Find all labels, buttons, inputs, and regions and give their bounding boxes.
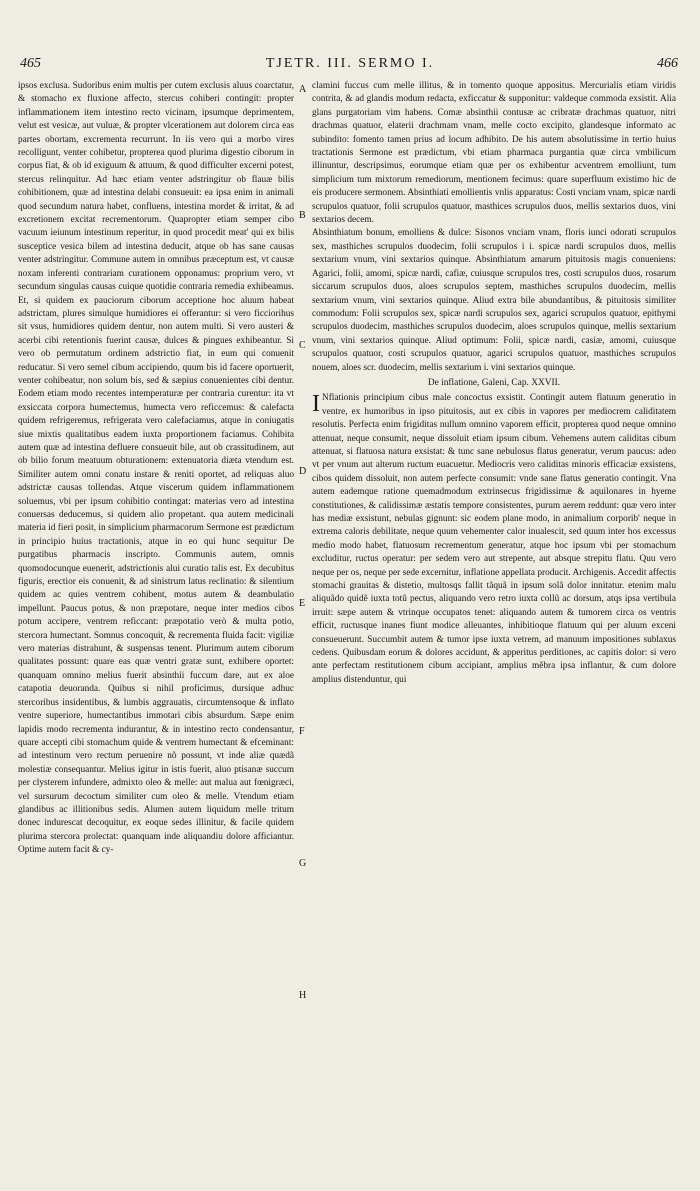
- left-column-text: ipsos exclusa. Sudoribus enim multis per cutem exclusis aluus coarctatur, & stomacho ex fluxione affecto, stercus cohiberi contingit: propter inflammationem item intestino recto vicinam, ipsumque deprimentem, velut est vesicæ, aut vuluæ, & propter vlcerationem aut dolorem circa eas partes obortam, excrementa recurrunt. In iis vero qui a morbo vires recolligunt, venter cohibetur, propterea quod plurima digestio ciborum in corpus fiat, & ob id exiguum & attuum, & quod difficulter excerni potest, stercus relinquitur. Ad hæc etiam venter adstringitur ob flauæ bilis cohibitionem, quæ ad intestina delabi consueuit: ea ipsa enim in animali quod secundum natura habet, confluens, intestina mordet & irritat, & ad excretionem excitat recrementorum. Quapropter etiam semper cibo vacuum ieiunum intestinum reperitur, in quod procedit meat' qui ex bilis suscepticе vesica bilem ad intestina deducit, atque ob has sane causas venter adstringitur. Commune autem in omnibus præceptum est, vt causæ noxam inferenti contrariam curationem opponamus: proprium vero, vt secundum singulas causas cuique quotidie contraria remedia exhibeamus. Et, si quidem ex pauciorum ciborum acceptione hoc aluum habeat adstrictam, plures simulque humidiores ei offerantur: si vero ficciorihus sit vsus, humidiores quidem dentur, non autem multi. Si vero austeri & acerbi cibi retentionis fuerint causæ, dulces & pingues exhibeantur. Si vero ob permutatum ordinem adstrictio fiat, in eum qui conuenit reducatur. Si vero semel cibum accipiendo, quum bis id facere oportuerit, venter cohibeatur, non solum bis, sed & sæpius conuenientes cibi dentur. Eodem etiam modo recentes intemperaturæ per contraria curentur: ita vt exsiccata corpora humectemus, humecta vero reficcemus: & calefacta quidem refrigeremus, refrigerata vero calefaciamus, atque in coniugatis siue mixtis qualitatibus eadem iuxta proportionem faciamus. Cohibita autem quæ ad intestina defluere consueuit bile, aut ob crassitudinem, aut ob bilio forum meatuum obturationem: extenuatoria diæta vtendum est. Similiter autem omni conatu instare & reniti oportet, ad reliquas aluo adstrictæ causas tollendas. Atque viscerum quidem inflammationem soluemus, vbi per ipsum cohibitio contingat: materias vero ad intestina conuersas deducemus, si quidem alio propetant. qua autem medicinali materia id fieri posit, in simplicium pharmacorum Sermone est prædictum in principio huius tractationis, atque in eo qui hunc sequitur De purgatibus pharmacis inscripto. Communis autem, omnis quomodocunque euenerit, adstrictionis alui curatio talis est. Ex decubitus figuris, erectior eis conuenit, & ad sinistrum latus reclinatio: & silentium quidem ac quies ventrem cohibent, motus autem & deambulatio impellunt. Paucus potus, & non præpotare, neque inter medios cibos potum accipere, ventrem reficcant: præpotatio verò & multa potio, stercora humectant. Somnus concoquit, & recrementa fluida facit: vigiliæ vero materias distrahunt, & suspensas tenent. Plurimum autem ciborum qualitates possunt: quare eas quæ ventri gratæ sunt, exhibere oportet: quanquam omnino melius fuerit absinthii fuccum dare, aut ex aloe catapotia deuorandа. Quibus si nihil proficimus, dursique adhuc stercoribus insidentibus, & lumbis aggrauatis, circumtensoque & inflato ventre superiore, humectantibus immotari cibis absurdum. Sæpe enim lapidis modo recrementa indurantur, & in intestino recto condensantur, quare accepti cibi stomachum quide & ventrem humectant & efceminant: ad intestinum vero rectum peruenire nõ possunt, vt inde aliæ quædã molestiæ consequantur. Melius igitur in istis fuerit, aluo ptisanæ succum per clysterem infundere, admixto oleo & melle: aut malua aut fœnigræci, vel sursurum decoctum similiter cum oleo & melle. Vtendum etiam glandibus ac illitionibus sedis. Alumen autem liquidum melle tritum donec indurescat decoquitur, ex eoque sedes illinitur, & facile quidem plurima stercora prolectat: quanquam inde aliquandiu dolore afficiantur. Optime autem facit & cy-: [18, 81, 294, 856]
- page-number-left: 465: [20, 56, 41, 71]
- right-paragraph-1: clamini fuccus cum melle illitus, & in tomento quoque appositus. Mercurialis etiam viridis contrita, & ad glandis modum redacta, exficcatur & supponitur: valdeque commoda exsistit. Alia glans purgatoriam vim habens. Comæ absinthii contusæ ac cribratæ drachmas quatuor, nitri drachmas quatuor, elaterii drachmam vnam, melle cocto excipito, glandesque informato ac subindito: fomento tamen prius ad locum adhibito. De his autem absolutissime in tertio huius tractationis Sermone est prædictum, vbi etiam pharmaca purgantia quæ circa vmbilicum illinuntur, descripsimus, eorumque etiam quæ per os exhibentur acventrem emolliunt, tum simplicium tum mixtorum remediorum, mentionem fecimus: quare superfluum existimo hic de eis producere sermonem. Absinthiati emollientis vnlis apparatus: Costi vnciam vnam, spicæ nardi scrupulos quatuor, folii scrupulos quatuor, masthices scrupulos duos, mellis sextarios duos, vini sextarios decem.: [312, 81, 676, 226]
- margin-letter-d: D: [299, 466, 307, 477]
- right-paragraph-3: [312, 392, 676, 687]
- drop-capital: I: [312, 391, 320, 418]
- margin-letter-f: F: [299, 726, 305, 737]
- running-title: TJETR. III. SERMO I.: [265, 56, 435, 71]
- left-column: [18, 80, 294, 1140]
- page-number-right: 466: [657, 56, 678, 71]
- margin-letter-h: H: [299, 990, 307, 1001]
- margin-letter-b: B: [299, 210, 306, 221]
- margin-letter-e: E: [299, 598, 306, 609]
- right-paragraph-2: Absinthiatum bonum, emolliens & dulce: Sisonos vnciam vnam, floris iunci odorati scrupulos sex, masthiches scrupulos duodecim, folii scrupulos i i. spicæ nardi scrupulos duos, mellis sextarium vnum, vini sextarios quinque. Absinthiatum amarum pituitosis magis conueniens: Agarici, folii, amomi, spicæ nardi, cafiæ, cuiusque scrupulos tres, costi scrupulos duos, rosarum siccarum scrupulos duos, aloes scrupulos septem, masthiches scrupulos duodecim, mellis sextarium vnum, vini sextarios quinque. Aliud extra bile abundantibus, & pituitosis similiter commodum: Folii scrupulos sex, spicæ nardi scrupulos sex, agarici scrupulos quatuor, epithymi scrupulos duodecim, masthiches scrupulos duodecim, aloes scrupulos quinque, mellis sextarium vnum, vini sextarios quinque. Aliud optimum: Folii, spicæ nardi, casiæ, amomi, cuiusque scrupulos quatuor, costi scrupulos quatuor, agarici scrupulos quatuor, masthiches scrupulos nouem, aloes scr. duodecim, mellis sextarium i. vini sextarios quinque.: [312, 228, 676, 373]
- chapter-heading: De inflatione, Galeni, Cap. XXVII.: [427, 377, 561, 388]
- margin-letter-g: G: [299, 858, 307, 869]
- margin-letter-c: C: [299, 340, 306, 351]
- page-header: [14, 56, 686, 76]
- margin-letters: [296, 80, 310, 1140]
- margin-letter-a: A: [299, 84, 307, 95]
- right-column: [312, 80, 676, 1140]
- right-paragraph-3-text: Nflationis principium cibus male concoctus exsistit. Contingit autem flatuum generatio in ventre, ex humoribus in ipso pituitosis, aut ex cibis in vapores per mediocrem caliditatem resolutis. Perfecta enim frigiditas nullum omnino vaporem efficit, propterea quod neque omnino attenuat, neque consumit, neque dissoluit etiam ipsum cibum. Vehemens autem caliditas cibum attenuat, si flatuosa natura exsistat: & tunc sane nebulosus flatus generatur, verum paucus: adeo vt per vnum aut alterum ructum euacuetur. Mediocris vero caliditas minoris efficaciæ exsistens, cibos quidem dissoluit, non autem perfecte consumit: vnde sane flatus generatio contingit. Vna autem eademque ratione quemadmodum extrinsecus frigidissimæ & aquilonares in hyeme constitutiones, & calidissimæ æstatis tempore consistentes, purum aerem reddunt: quæ vero inter has mediæ exsistunt, nebulas gignunt: sic eodem plane modo, in animalium corporib' neque in extrema caloris debilitate, neque quum vehementer calor inualescit, sed quum inter hos excessus medio modo habet, flatuosum recrementum generatur, atque hoc ipsum vbi per stomachum excluditur, ructus operatur: per sedem vero aut strepente, aut absque strepitu flatu. Quu vero neque per os, neque per sede excernitur, inflatione appellata producit. Archigenis. Accedit affectis stomachi grauitas & distetio, multosqs fallit tãquã in ipsum solã dolor innitatur. etenim malu aliquãdo quidẽ iuxta totũ pectus, aliquando vero retro iuxta collũ ac dorsum, atqs ipsa vertibula irruit: sæpe autem & vtrinque occupatos tenet: aliquando autem & tumorem circa os ventris efficit, ructusque inanes fiunt modice alleuantes, inhibitioque flatuum qui per aluum exceni consueuerunt. Succumbit autem & tumor ipse iuxta vetrem, ad manuum impositiones sublaxus cedens. Quibusdam eorum & dolores accidunt, & apperitus perditiones, ac capitis dolor: si vero ante perfectam restitutionem cibum accipiant, amplius mẽbra ipsa inflantur, & cum dolore amplius distenduntur, qui: [312, 393, 676, 685]
